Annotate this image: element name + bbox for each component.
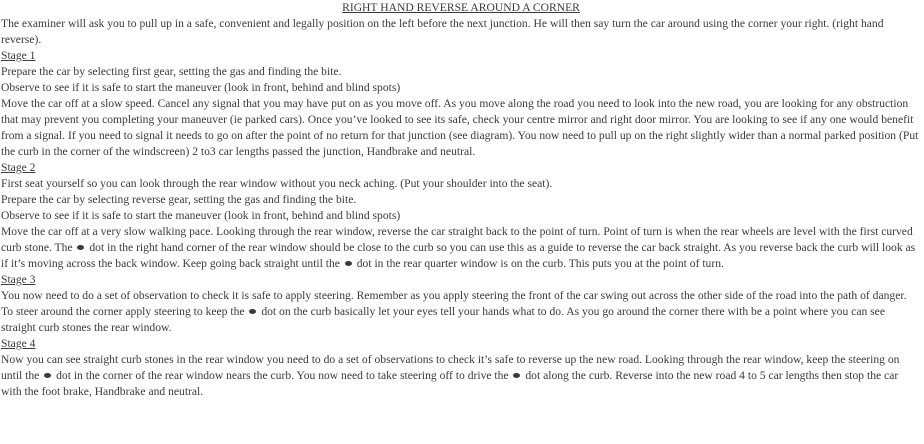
stage-4-text-c: dot along the curb. Reverse into the new road 4 to 5 car lengths then stop the car with the foot brake, Handbrake and neutral. [1,369,899,398]
stage-1-heading: Stage 1 [1,49,36,62]
stage-4-text-b: dot in the corner of the rear window nears the curb. You now need to take steering off to drive the [53,369,512,382]
stage-4-heading: Stage 4 [1,337,36,350]
stage-1-paragraph-1: Prepare the car by selecting first gear, setting the gas and finding the bite. [1,65,342,78]
stage-4-paragraph-1 [1,352,921,400]
stage-2-text-a: Move the car off at a very slow walking pace. Looking through the rear window, reverse the car straight back to the point of turn. Point of turn is when the rear wheels are level with the first curved curb stone. The [1,225,913,254]
stage-2-text-b: dot in the right hand corner of the rear window should be close to the curb so you can use this as a guide to reverse the car back straight. As you reverse back the curb will look as if it’s moving across the back window. Keep going back straight until the [1,241,916,270]
intro-paragraph: The examiner will ask you to pull up in a safe, convenient and legally position on the left before the next junction. He will then say turn the car around using the corner your right. (right hand reverse). [1,17,884,46]
dot-icon [345,261,352,266]
stage-2-text-c: dot in the rear quarter window is on the curb. This puts you at the point of turn. [353,257,724,270]
stage-1-paragraph-3: Move the car off at a slow speed. Cancel any signal that you may have put on as you move off. As you move along the road you need to look into the new road, you are looking for any obstruction that may prevent you completing your maneuver (ie parked cars). Once you’ve looked to see its safe, check your centre mirror and right door mirror. You are looking to see if any one would benefit from a signal. If you need to signal it needs to go on after the point of no return for that junction (see diagram). You now need to pull up on the right slightly wider than a normal parked position (Put the curb in the corner of the windscreen) 2 to3 car lengths passed the junction, Handbrake and neutral. [1,97,919,158]
dot-icon [513,373,520,378]
stage-2-paragraph-2: Prepare the car by selecting reverse gear, setting the gas and finding the bite. [1,193,357,206]
stage-3-text-a: You now need to do a set of observation to check it is safe to apply steering. Remember as you apply steering the front of the car swing out across the other side of the road into the path of danger. To steer around the corner apply steering to keep the [1,289,907,318]
dot-icon [44,373,51,378]
stage-2-heading: Stage 2 [1,161,36,174]
stage-3-heading: Stage 3 [1,273,36,286]
stage-3-text-b: dot on the curb basically let your eyes tell your hands what to do. As you go around the corner there with be a point where you can see straight curb stones the rear window. [1,305,885,334]
dot-icon [77,245,84,250]
stage-2-paragraph-1: First seat yourself so you can look through the rear window without you neck aching. (Put your shoulder into the seat). [1,177,553,190]
stage-2-paragraph-3: Observe to see if it is safe to start the maneuver (look in front, behind and blind spots) [1,209,401,222]
stage-3-paragraph-1 [1,288,921,336]
stage-4-text-a: Now you can see straight curb stones in the rear window you need to do a set of observations to check it’s safe to reverse up the new road. Looking through the rear window, keep the steering on until the [1,353,900,382]
stage-1-paragraph-2: Observe to see if it is safe to start the maneuver (look in front, behind and blind spots) [1,81,401,94]
stage-2-paragraph-4 [1,224,921,272]
document-title: RIGHT HAND REVERSE AROUND A CORNER [342,1,580,14]
dot-icon [249,309,256,314]
